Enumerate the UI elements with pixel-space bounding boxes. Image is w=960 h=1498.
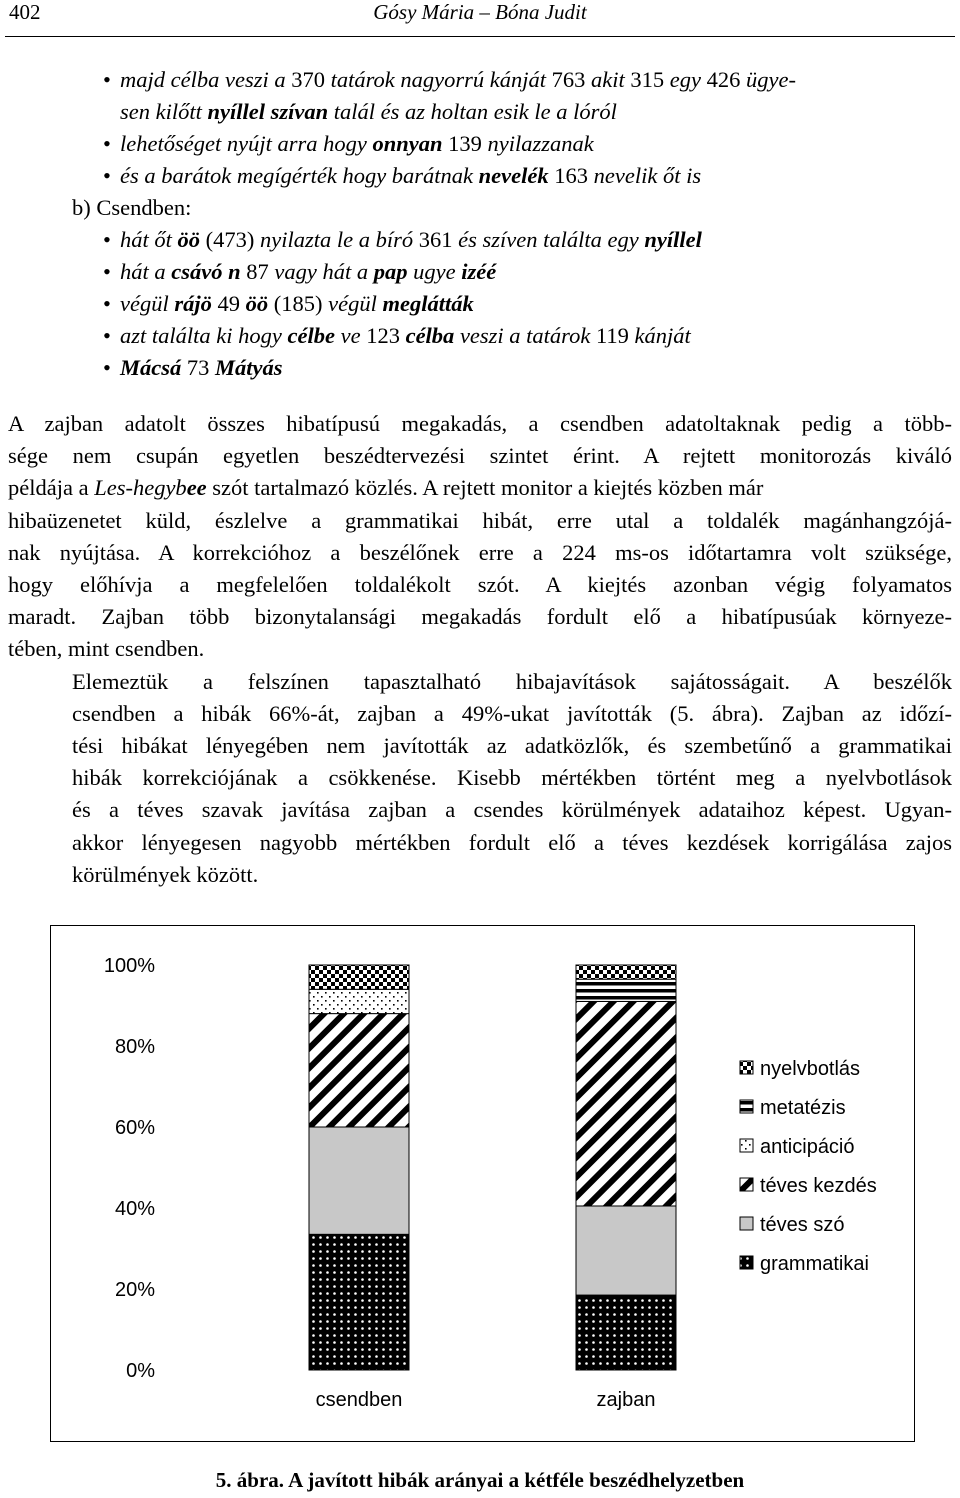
- x-category-label: zajban: [596, 1389, 656, 1411]
- text-run: célba: [405, 323, 455, 348]
- y-tick-label: 20%: [114, 1279, 155, 1301]
- text-run: példája a: [8, 475, 95, 501]
- text-run: hogy előhívja a megfelelően toldalékolt szót. A kiejtés azonban végig folyamatos: [8, 572, 952, 598]
- text-run: 163: [548, 163, 594, 188]
- text-line: [8, 827, 952, 859]
- text-run: pap: [373, 259, 408, 284]
- y-tick-label: 80%: [114, 1036, 155, 1058]
- text-run: ve: [334, 323, 367, 348]
- article-body: [8, 64, 952, 891]
- y-tick-label: 0%: [126, 1360, 155, 1382]
- text-run: végül: [328, 291, 383, 316]
- text-line: [8, 537, 952, 569]
- text-run: akit: [585, 67, 631, 92]
- text-run: Mácsá: [120, 355, 182, 380]
- text-run: 426: [706, 67, 741, 92]
- text-run: 119: [595, 323, 629, 348]
- page-header: [5, 0, 955, 37]
- list-item: [8, 256, 952, 288]
- text-run: nevelik őt is: [593, 163, 702, 188]
- text-line: [8, 859, 952, 891]
- text-run: talál és az holtan esik le a lóról: [328, 99, 617, 124]
- text-run: ügye-: [740, 67, 796, 92]
- text-run: nak nyújtása. A korrekcióhoz a beszélőnek erre a 224 ms-os időtartamra volt szüksége,: [8, 539, 952, 565]
- text-line: [8, 633, 952, 665]
- figure-caption: 5. ábra. A javított hibák arányai a kétféle beszédhelyzetben: [215, 1468, 745, 1492]
- legend-label: anticipáció: [760, 1136, 855, 1158]
- bar-segment-checker: [576, 965, 676, 979]
- text-run: és a téves szavak javítása zajban a csendes körülmények adataihoz képest. Ugyan-: [72, 797, 952, 823]
- text-line: [8, 666, 952, 698]
- list-item: [8, 160, 952, 192]
- text-run: 139: [442, 131, 488, 156]
- text-line: [8, 698, 952, 730]
- y-tick-label: 60%: [114, 1117, 155, 1139]
- text-run: szót tartalmazó közlés. A rejtett monitor a kiejtés közben már: [206, 475, 764, 501]
- list-item: [8, 352, 952, 384]
- text-run: végül: [120, 291, 175, 316]
- legend-label: metatézis: [760, 1097, 846, 1119]
- list-item: [8, 320, 952, 352]
- text-run: hát a: [120, 259, 172, 284]
- bar-segment-checker: [309, 965, 409, 989]
- section-label: b) Csendben:: [72, 195, 192, 220]
- text-run: tatárok nagyorrú kánját: [324, 67, 552, 92]
- legend-swatch: [740, 1139, 753, 1152]
- text-run: hát őt: [120, 227, 178, 252]
- text-line: [8, 601, 952, 633]
- text-line: [8, 505, 952, 537]
- text-run: azt találta ki hogy: [120, 323, 288, 348]
- text-run: sége nem csupán egyetlen beszédtervezési szintet érint. A rejtett monitorozás kiváló: [8, 443, 952, 469]
- text-run: veszi a tatárok: [454, 323, 596, 348]
- text-run: ee: [186, 475, 207, 501]
- text-run: rájö: [174, 291, 212, 316]
- text-line: [8, 472, 952, 504]
- text-run: vagy hát a: [274, 259, 374, 284]
- bar-segment-dots: [576, 1295, 676, 1370]
- text-line: [8, 762, 952, 794]
- list-item: [8, 224, 952, 256]
- example-list-a: [8, 64, 952, 192]
- text-run: 763: [551, 67, 586, 92]
- text-run: 123: [366, 323, 406, 348]
- text-run: Elemeztük a felszínen tapasztalható hibajavítások sajátosságait. A beszélők: [72, 668, 952, 694]
- text-run: kánját: [628, 323, 691, 348]
- text-run: meglátták: [382, 291, 474, 316]
- bar-segment-diagonal: [309, 1014, 409, 1127]
- text-line: [8, 569, 952, 601]
- paragraph-2: [8, 666, 952, 891]
- text-run: 315: [630, 67, 665, 92]
- text-run: akkor lényegesen nagyobb mértékben fordult elő a téves kezdések korrigálása zajos: [72, 829, 952, 855]
- y-tick-label: 40%: [114, 1198, 155, 1220]
- text-run: hibaüzenetet küld, észlelve a grammatikai hibát, erre utal a toldalék magánhangzójá-: [8, 507, 952, 533]
- legend-swatch: [740, 1256, 753, 1269]
- text-run: csávó n: [171, 259, 241, 284]
- text-run: maradt. Zajban több bizonytalansági megakadás fordult elő a hibatípusúak környeze-: [8, 604, 952, 630]
- text-run: Mátyás: [215, 355, 283, 380]
- example-list-b: [8, 224, 952, 384]
- list-item: [8, 288, 952, 320]
- legend-label: grammatikai: [760, 1253, 869, 1275]
- text-run: lehetőséget nyújt arra hogy: [120, 131, 373, 156]
- text-run: onnyan: [372, 131, 443, 156]
- legend-swatch: [740, 1100, 753, 1113]
- legend-swatch: [740, 1217, 753, 1230]
- text-run: nyilazta le a bíró: [260, 227, 419, 252]
- legend-swatch: [740, 1061, 753, 1074]
- text-run: csendben a hibák 66%-át, zajban a 49%-ukat javították (5. ábra). Zajban az időzí-: [72, 700, 952, 726]
- legend-label: téves szó: [760, 1214, 845, 1236]
- text-run: (473): [200, 227, 261, 252]
- text-run: és szíven találta egy: [452, 227, 645, 252]
- text-run: egy: [664, 67, 707, 92]
- bar-segment-dots: [309, 1234, 409, 1370]
- x-category-label: csendben: [315, 1389, 403, 1411]
- text-run: nevelék: [478, 163, 549, 188]
- text-run: tében, mint csendben.: [8, 636, 205, 662]
- text-run: izéé: [461, 259, 497, 284]
- text-run: öö: [245, 291, 269, 316]
- stacked-bar-chart: [51, 926, 916, 1443]
- text-line: [8, 440, 952, 472]
- page-number: 402: [9, 0, 41, 24]
- list-item-continuation: [8, 96, 952, 128]
- text-run: célbe: [287, 323, 335, 348]
- running-head: Gósy Mária – Bóna Judit: [373, 0, 587, 24]
- text-run: 87: [240, 259, 275, 284]
- text-run: majd célba veszi a: [120, 67, 292, 92]
- legend-label: nyelvbotlás: [760, 1058, 861, 1080]
- text-line: [8, 730, 952, 762]
- bar-segment-diagonal: [576, 1001, 676, 1206]
- text-run: A zajban adatolt összes hibatípusú megakadás, a csendben adatoltaknak pedig a több-: [8, 411, 952, 436]
- text-run: és a barátok megígérték hogy barátnak: [120, 163, 479, 188]
- text-run: tési hibákat lényegében nem javították az adatközlők, és szembetűnő a grammatikai: [72, 733, 952, 759]
- text-run: sen kilőtt: [120, 99, 208, 124]
- bar-segment-sparse-dots: [309, 989, 409, 1013]
- text-run: 49: [211, 291, 246, 316]
- text-run: Les-hegyb: [94, 475, 187, 501]
- text-run: nyíllel: [644, 227, 702, 252]
- text-line: [8, 794, 952, 826]
- text-line: [8, 408, 952, 440]
- bar-segment-gray: [309, 1127, 409, 1234]
- legend-swatch: [740, 1178, 753, 1191]
- list-item: [8, 64, 952, 96]
- text-run: nyilazzanak: [487, 131, 594, 156]
- text-run: ugye: [407, 259, 462, 284]
- text-run: 370: [291, 67, 325, 92]
- text-run: hibák korrekciójának a csökkenése. Kisebb mértékben történt meg a nyelvbotlások: [72, 765, 952, 791]
- legend-label: téves kezdés: [760, 1175, 877, 1197]
- text-run: 361: [418, 227, 453, 252]
- list-item: [8, 128, 952, 160]
- figure-5: [50, 925, 915, 1442]
- text-run: (185): [268, 291, 329, 316]
- bar-segment-gray: [576, 1206, 676, 1295]
- bar-segment-horizontal: [576, 979, 676, 1001]
- text-run: körülmények között.: [72, 861, 259, 887]
- text-run: nyíllel szívan: [207, 99, 329, 124]
- text-run: öö: [177, 227, 201, 252]
- text-run: 73: [181, 355, 215, 380]
- y-tick-label: 100%: [103, 955, 155, 977]
- paragraph-1: [8, 408, 952, 666]
